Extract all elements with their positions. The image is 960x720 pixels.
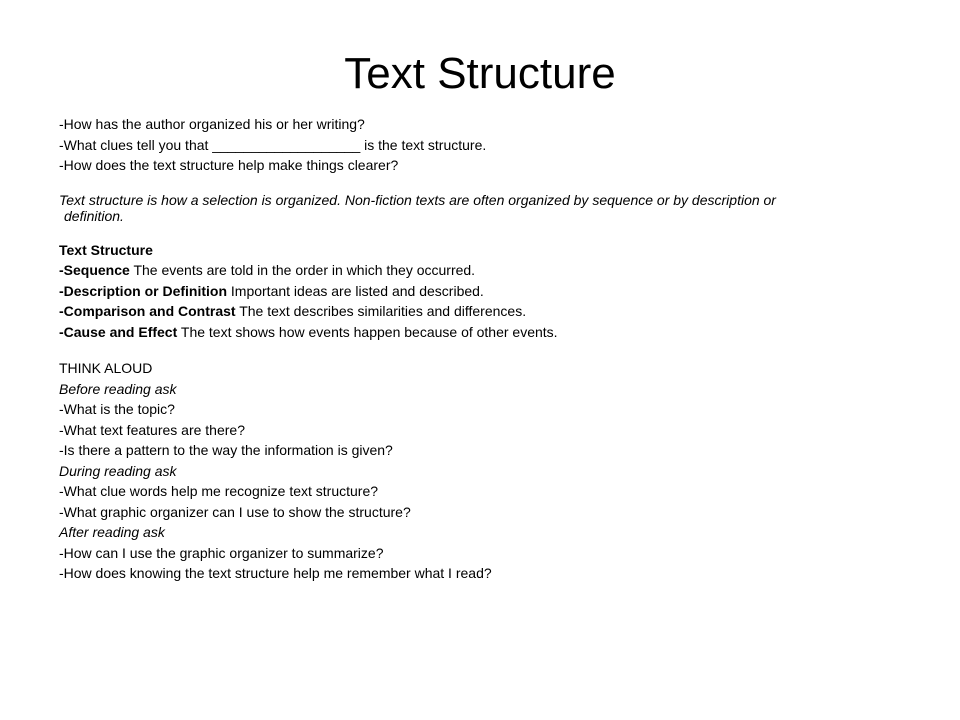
- before-question: -Is there a pattern to the way the information is given?: [59, 442, 393, 458]
- type-term: -Description or Definition: [59, 282, 227, 299]
- type-item: [59, 301, 879, 322]
- during-question: -What graphic organizer can I use to show the structure?: [59, 503, 411, 520]
- type-desc: The text shows how events happen because of other events.: [177, 323, 558, 340]
- before-question: -What is the topic?: [59, 401, 175, 417]
- type-item: [59, 260, 879, 281]
- spacer: [59, 176, 879, 192]
- question-line: -How does the text structure help make things clearer?: [59, 157, 399, 173]
- types-heading: Text Structure: [59, 241, 153, 258]
- definition-line: Text structure is how a selection is organized. Non-fiction texts are often organized by sequence or by description or: [59, 191, 776, 208]
- spacer: [59, 342, 879, 358]
- slide-body: [59, 114, 879, 584]
- before-question: -What text features are there?: [59, 421, 245, 438]
- during-question: -What clue words help me recognize text structure?: [59, 483, 379, 499]
- after-reading-label: After reading ask: [59, 524, 165, 540]
- type-term: -Comparison and Contrast: [59, 303, 236, 319]
- question-line: -What clues tell you that ___________________ is the text structure.: [59, 136, 487, 153]
- type-desc: Important ideas are listed and described.: [227, 282, 484, 299]
- type-term: -Cause and Effect: [59, 323, 178, 340]
- after-question: -How can I use the graphic organizer to summarize?: [59, 544, 384, 561]
- slide-title: Text Structure: [344, 49, 616, 98]
- type-item: [59, 281, 879, 302]
- during-reading-label: During reading ask: [59, 462, 177, 479]
- definition-paragraph: [59, 192, 879, 224]
- after-question: -How does knowing the text structure help me remember what I read?: [59, 565, 492, 581]
- type-item: [59, 322, 879, 343]
- type-term: -Sequence: [59, 262, 130, 278]
- question-line: -How has the author organized his or her writing?: [59, 116, 365, 132]
- type-desc: The text describes similarities and differences.: [235, 303, 527, 319]
- definition-line: definition.: [64, 207, 124, 224]
- type-desc: The events are told in the order in which they occurred.: [129, 262, 476, 278]
- spacer: [59, 224, 879, 240]
- think-aloud-heading: THINK ALOUD: [59, 360, 153, 376]
- before-reading-label: Before reading ask: [59, 380, 177, 397]
